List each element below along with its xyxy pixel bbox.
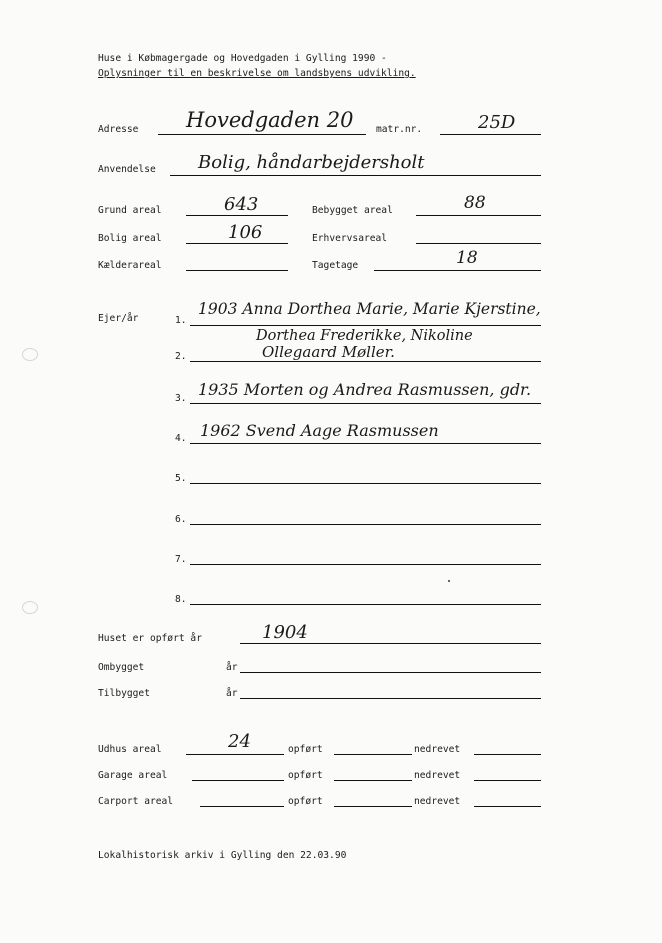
opfoert-line	[240, 643, 541, 644]
tilbygget-line	[240, 698, 541, 699]
bebygget-areal-value: 88	[464, 193, 486, 213]
ink-speck	[448, 580, 450, 582]
owner-line-6	[190, 524, 541, 525]
matr-label: matr.nr.	[376, 124, 423, 135]
owner-num-2: 2.	[175, 351, 187, 362]
garage-nedrevet-label: nedrevet	[414, 770, 461, 781]
garage-nedrevet-line	[474, 780, 541, 781]
tilbygget-label: Tilbygget	[98, 688, 150, 699]
udhus-nedrevet-line	[474, 754, 541, 755]
carport-nedrevet-line	[474, 806, 541, 807]
footer-text: Lokalhistorisk arkiv i Gylling den 22.03.90	[98, 850, 347, 861]
bolig-areal-label: Bolig areal	[98, 233, 162, 244]
carport-opfoert-line	[334, 806, 412, 807]
owner-value-3: 1935 Morten og Andrea Rasmussen, gdr.	[198, 380, 532, 399]
udhus-nedrevet-label: nedrevet	[414, 744, 461, 755]
punch-hole-bottom	[22, 601, 38, 614]
owner-num-7: 7.	[175, 554, 187, 565]
tagetage-label: Tagetage	[312, 260, 359, 271]
grund-areal-label: Grund areal	[98, 205, 162, 216]
anvendelse-label: Anvendelse	[98, 164, 156, 175]
udhus-areal-value: 24	[228, 731, 251, 752]
owner-value-1-cont: Dorthea Frederikke, Nikoline	[256, 328, 473, 344]
kelderareal-line	[186, 270, 288, 271]
owner-num-8: 8.	[175, 594, 187, 605]
anvendelse-line	[170, 175, 541, 176]
erhvervsareal-label: Erhvervsareal	[312, 233, 388, 244]
matr-value: 25D	[478, 112, 516, 133]
opfoert-label: Huset er opført år	[98, 633, 202, 644]
carport-opfoert-label: opført	[288, 796, 323, 807]
ombygget-ar-label: år	[226, 662, 238, 673]
udhus-areal-label: Udhus areal	[98, 744, 162, 755]
header-line-2: Oplysninger til en beskrivelse om landsbyens udvikling.	[98, 68, 416, 79]
owner-num-5: 5.	[175, 473, 187, 484]
owner-line-3	[190, 403, 541, 404]
tilbygget-ar-label: år	[226, 688, 238, 699]
owner-line-1	[190, 325, 541, 326]
adresse-value: Hovedgaden 20	[186, 108, 354, 132]
garage-areal-line	[192, 780, 284, 781]
bolig-areal-value: 106	[228, 222, 263, 243]
owner-line-5	[190, 483, 541, 484]
anvendelse-value: Bolig, håndarbejdersholt	[198, 152, 425, 173]
owner-value-1: 1903 Anna Dorthea Marie, Marie Kjerstine,	[198, 300, 541, 318]
bolig-areal-line	[186, 243, 288, 244]
garage-opfoert-label: opført	[288, 770, 323, 781]
ejer-label: Ejer/år	[98, 313, 139, 324]
udhus-opfoert-line	[334, 754, 412, 755]
owner-num-3: 3.	[175, 393, 187, 404]
carport-nedrevet-label: nedrevet	[414, 796, 461, 807]
matr-line	[440, 134, 541, 135]
kelderareal-label: Kælderareal	[98, 260, 162, 271]
erhvervsareal-line	[416, 243, 541, 244]
adresse-line	[158, 134, 366, 135]
carport-areal-line	[200, 806, 284, 807]
punch-hole-top	[22, 348, 38, 361]
owner-line-8	[190, 604, 541, 605]
owner-line-2	[190, 361, 541, 362]
grund-areal-line	[186, 215, 288, 216]
bebygget-areal-line	[416, 215, 541, 216]
tagetage-line	[374, 270, 541, 271]
bebygget-areal-label: Bebygget areal	[312, 205, 393, 216]
header-line-1: Huse i Købmagergade og Hovedgaden i Gylling 1990 -	[98, 53, 387, 64]
garage-areal-label: Garage areal	[98, 770, 168, 781]
tagetage-value: 18	[456, 248, 478, 268]
grund-areal-value: 643	[224, 194, 259, 215]
garage-opfoert-line	[334, 780, 412, 781]
ombygget-label: Ombygget	[98, 662, 145, 673]
udhus-opfoert-label: opført	[288, 744, 323, 755]
owner-line-4	[190, 443, 541, 444]
ombygget-line	[240, 672, 541, 673]
owner-num-4: 4.	[175, 433, 187, 444]
opfoert-value: 1904	[262, 622, 308, 643]
udhus-areal-line	[186, 754, 284, 755]
owner-value-2: Ollegaard Møller.	[262, 343, 395, 361]
owner-num-1: 1.	[175, 315, 187, 326]
carport-areal-label: Carport areal	[98, 796, 174, 807]
owner-line-7	[190, 564, 541, 565]
adresse-label: Adresse	[98, 124, 139, 135]
owner-num-6: 6.	[175, 514, 187, 525]
owner-value-4: 1962 Svend Aage Rasmussen	[200, 421, 439, 440]
